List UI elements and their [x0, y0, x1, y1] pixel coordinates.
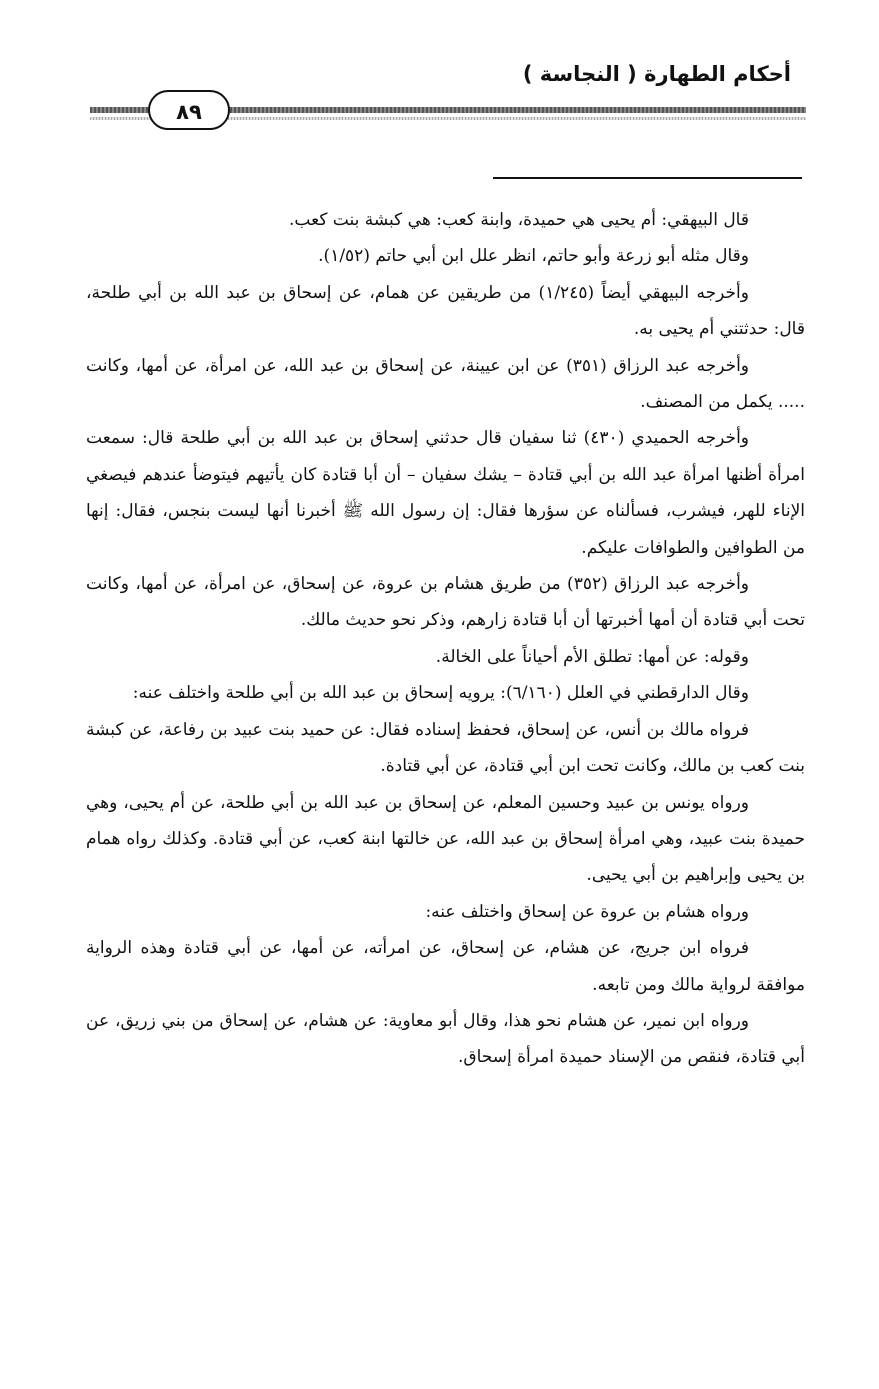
paragraph-9: فرواه مالك بن أنس، عن إسحاق، فحفظ إسناده فقال: عن حميد بنت عبيد بن رفاعة، عن كبشة بنت كعب بن مالك، وكانت تحت ابن أبي قتادة، عن أبي قتادة. — [86, 719, 805, 777]
paragraph-11: ورواه هشام بن عروة عن إسحاق واختلف عنه: — [425, 901, 749, 922]
paragraph-8: وقال الدارقطني في العلل (٦/١٦٠): يرويه إسحاق بن عبد الله بن أبي طلحة واختلف عنه: — [132, 683, 749, 704]
paragraph-3: وأخرجه البيهقي أيضاً (١/٢٤٥) من طريقين عن همام، عن إسحاق بن عبد الله بن أبي طلحة، قال: حدثتني أم يحيى به. — [86, 282, 805, 340]
paragraph-2: وقال مثله أبو زرعة وأبو حاتم، انظر علل ابن أبي حاتم (١/٥٢). — [318, 246, 749, 267]
paragraph-4: وأخرجه عبد الرزاق (٣٥١) عن ابن عيينة، عن إسحاق بن عبد الله، عن امرأة، عن أمها، وكانت ..... يكمل من المصنف. — [86, 355, 805, 413]
footnote-separator — [493, 177, 802, 179]
paragraph-12: فرواه ابن جريج، عن هشام، عن إسحاق، عن امرأته، عن أمها، عن أبي قتادة وهذه الرواية موافقة لرواية مالك ومن تابعه. — [86, 938, 805, 995]
footnote-body — [86, 202, 805, 1076]
paragraph-1: قال البيهقي: أم يحيى هي حميدة، وابنة كعب: هي كبشة بنت كعب. — [289, 210, 749, 230]
page-number-badge: ٨٩ — [148, 90, 230, 130]
paragraph-6: وأخرجه عبد الرزاق (٣٥٢) من طريق هشام بن عروة، عن إسحاق، عن امرأة، عن أمها، وكانت تحت أبي قتادة أن أمها أخبرتها أن أبا قتادة زارهم، وذكر نحو حديث مالك. — [86, 574, 805, 631]
paragraph-10: ورواه يونس بن عبيد وحسين المعلم، عن إسحاق بن عبد الله بن أبي طلحة، عن أم يحيى، وهي حميدة بنت عبيد، وهي امرأة إسحاق بن عبد الله، عن خالتها ابنة كعب، عن أبي قتادة. وكذلك رواه همام بن يحيى وإبراهيم بن أبي يحيى. — [86, 792, 805, 886]
running-header-title: أحكام الطهارة ( النجاسة ) — [522, 62, 791, 86]
paragraph-5: وأخرجه الحميدي (٤٣٠) ثنا سفيان قال حدثني إسحاق بن عبد الله بن أبي طلحة قال: سمعت امرأة أظنها امرأة عبد الله بن أبي قتادة – يشك سفيان – أن أبا قتادة كان يأتيهم فيتوضأ عندهم فيصغي الإناء للهر، فيشرب، فسألناه عن سؤرها فقال: إن رسول الله ﷺ أخبرنا أنها ليست بنجس، فقال: إنها من الطوافين والطوافات عليكم. — [86, 428, 805, 558]
paragraph-13: ورواه ابن نمير، عن هشام نحو هذا، وقال أبو معاوية: عن هشام، عن إسحاق من بني زريق، عن أبي قتادة، فنقص من الإسناد حميدة امرأة إسحاق. — [86, 1010, 805, 1068]
paragraph-7: وقوله: عن أمها: تطلق الأم أحياناً على الخالة. — [435, 646, 749, 667]
